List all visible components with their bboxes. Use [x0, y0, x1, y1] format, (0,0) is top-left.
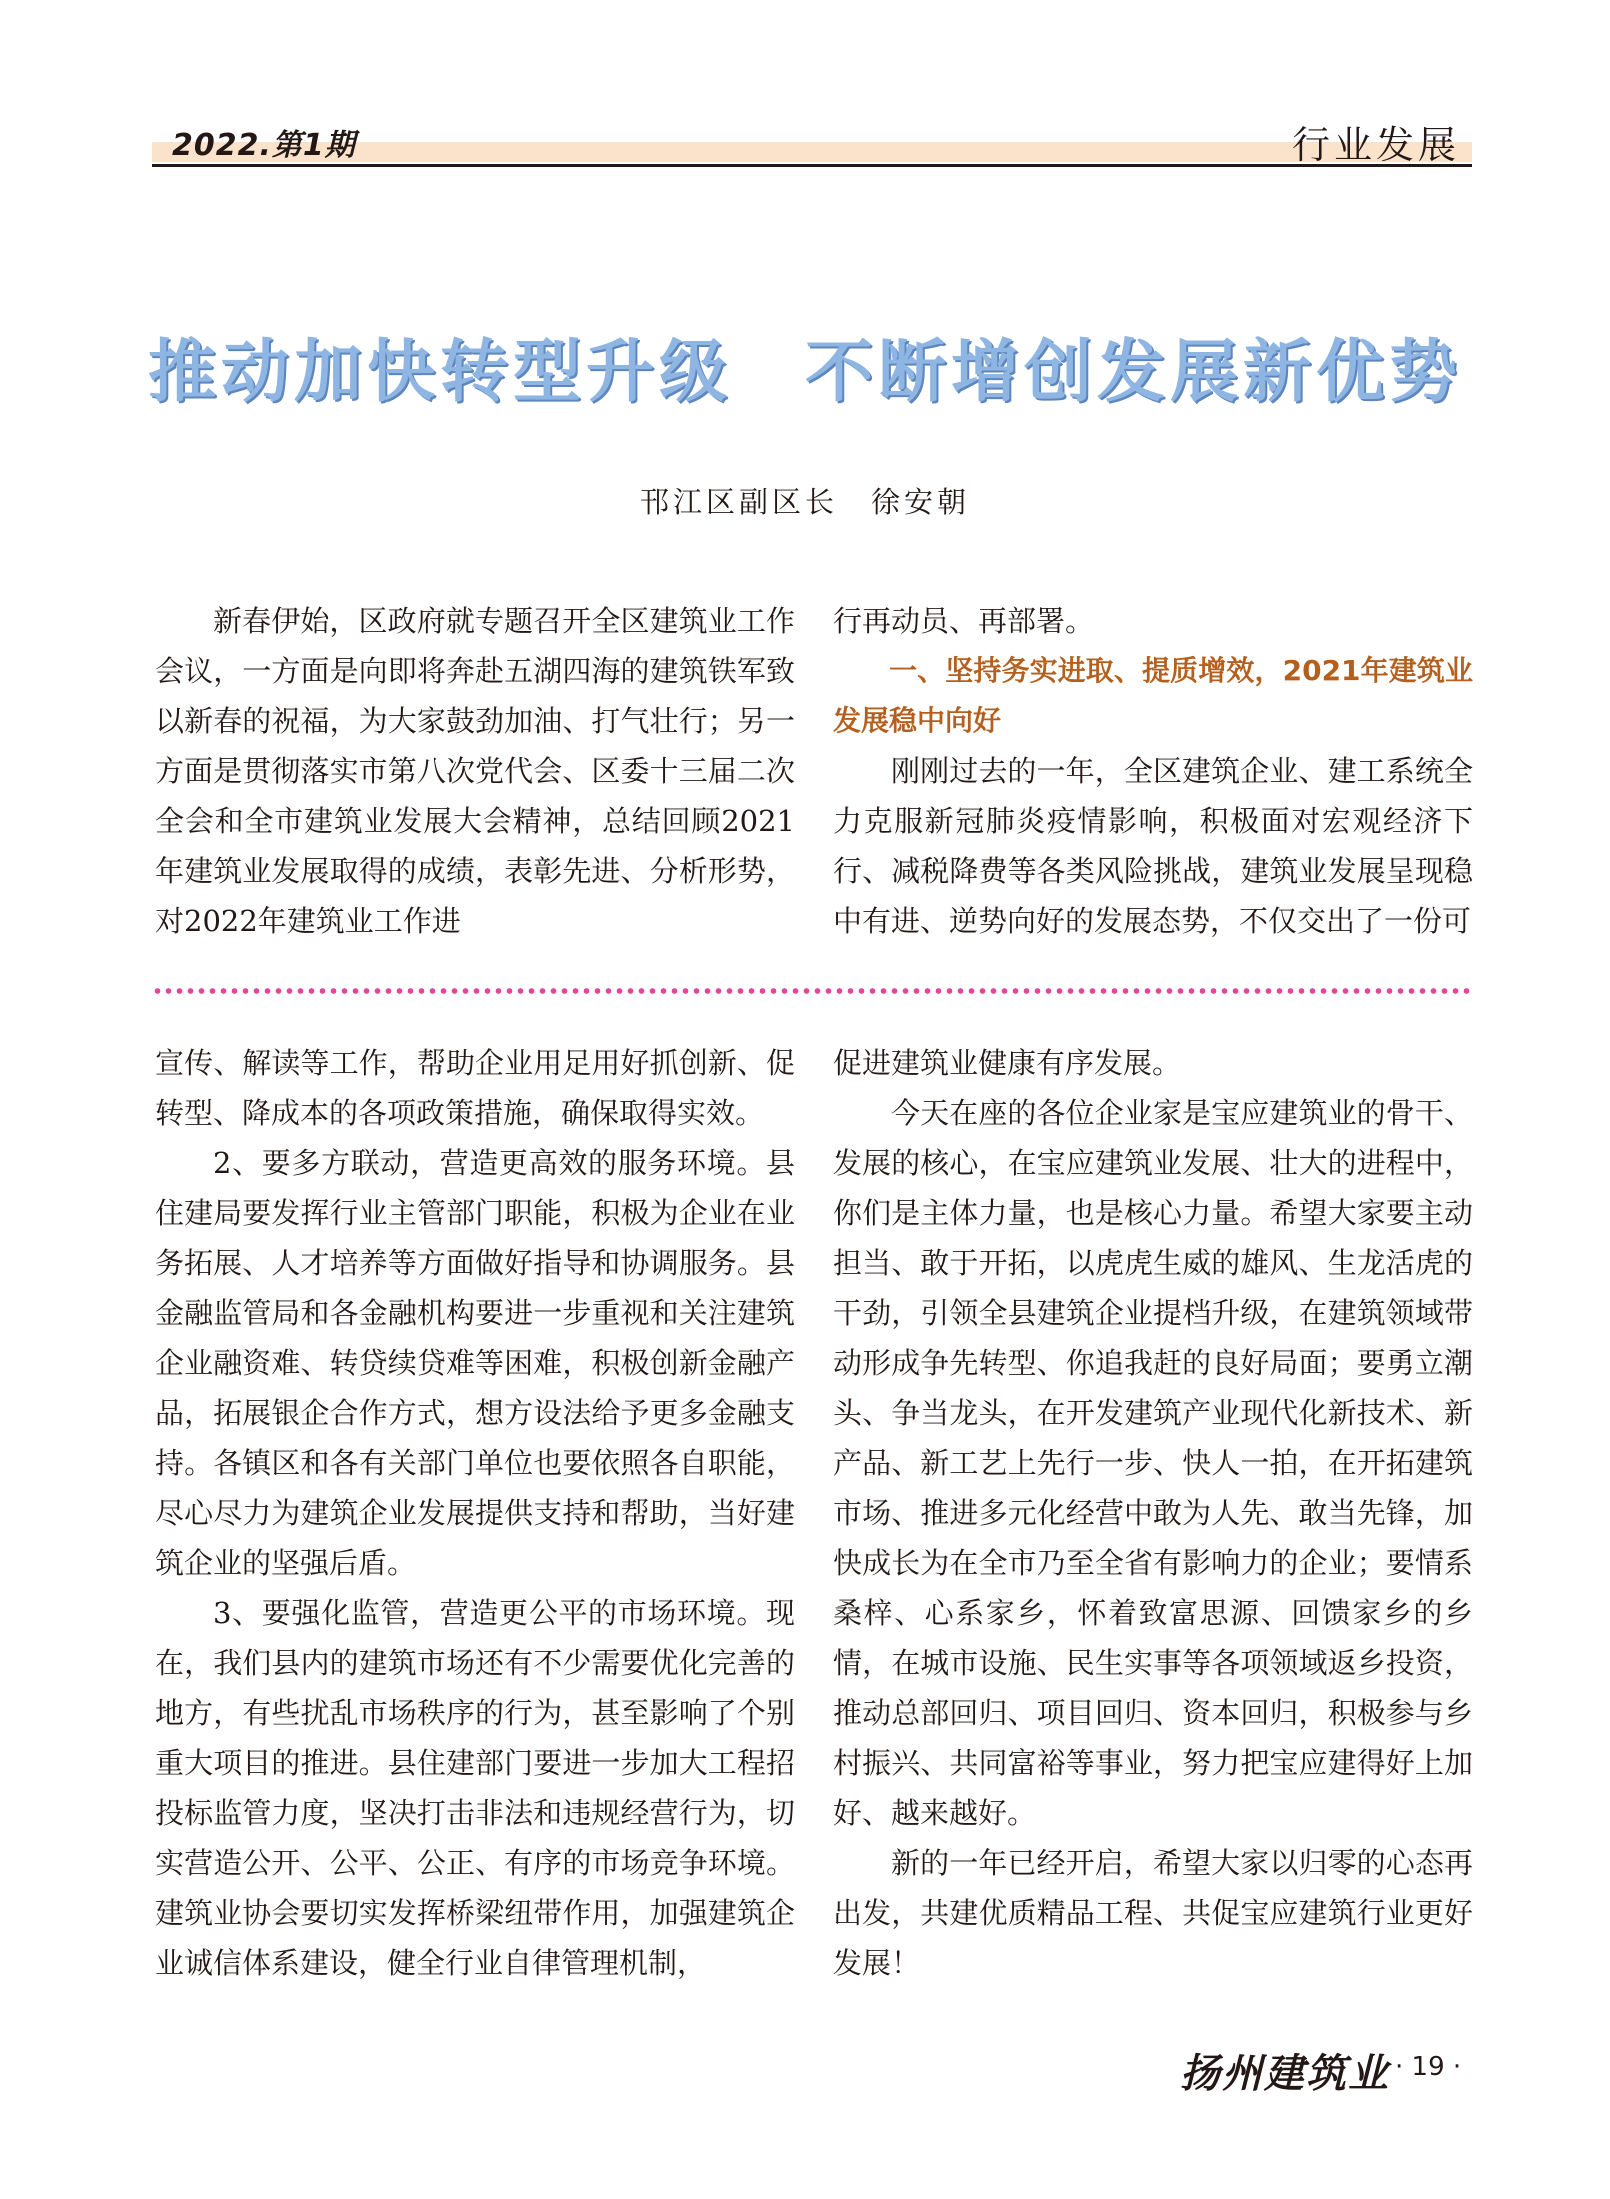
- paragraph-continuation: 行再动员、再部署。: [833, 604, 1095, 638]
- article-byline: 邗江区副区长 徐安朝: [639, 485, 970, 519]
- column-top-right: [833, 596, 1473, 946]
- paragraph: 刚刚过去的一年，全区建筑企业、建工系统全力克服新冠肺炎疫情影响，积极面对宏观经济下行、减税降费等各类风险挑战，建筑业发展呈现稳中有进、逆势向好的发展态势，不仅交出了一份可: [833, 754, 1473, 938]
- section-heading: 一、坚持务实进取、提质增效，2021年建筑业发展稳中向好: [833, 654, 1473, 737]
- header-rule: [152, 164, 1472, 167]
- paragraph: 今天在座的各位企业家是宝应建筑业的骨干、发展的核心，在宝应建筑业发展、壮大的进程中，你们是主体力量，也是核心力量。希望大家要主动担当、敢于开拓，以虎虎生威的雄风、生龙活虎的干劲，引领全县建筑企业提档升级，在建筑领域带动形成争先转型、你追我赶的良好局面；要勇立潮头、争当龙头，在开发建筑产业现代化新技术、新产品、新工艺上先行一步、快人一拍，在开拓建筑市场、推进多元化经营中敢为人先、敢当先锋，加快成长为在全市乃至全省有影响力的企业；要情系桑梓、心系家乡，怀着致富思源、回馈家乡的乡情，在城市设施、民生实事等各项领域返乡投资，推动总部回归、项目回归、资本回归，积极参与乡村振兴、共同富裕等事业，努力把宝应建得好上加好、越来越好。: [833, 1096, 1473, 1830]
- column-bottom-left: [155, 1038, 795, 1988]
- paragraph: 3、要强化监管，营造更公平的市场环境。现在，我们县内的建筑市场还有不少需要优化完善的地方，有些扰乱市场秩序的行为，甚至影响了个别重大项目的推进。县住建部门要进一步加大工程招投标监管力度，坚决打击非法和违规经营行为，切实营造公开、公平、公正、有序的市场竞争环境。建筑业协会要切实发挥桥梁纽带作用，加强建筑企业诚信体系建设，健全行业自律管理机制，: [155, 1596, 795, 1980]
- dotted-separator: [152, 987, 1472, 995]
- paragraph: 2、要多方联动，营造更高效的服务环境。县住建局要发挥行业主管部门职能，积极为企业在业务拓展、人才培养等方面做好指导和协调服务。县金融监管局和各金融机构要进一步重视和关注建筑企业融资难、转贷续贷难等困难，积极创新金融产品，拓展银企合作方式，想方设法给予更多金融支持。各镇区和各有关部门单位也要依照各自职能，尽心尽力为建筑企业发展提供支持和帮助，当好建筑企业的坚强后盾。: [155, 1146, 795, 1580]
- issue-label: 2022.第1期: [172, 128, 356, 163]
- article-title: 推动加快转型升级 不断增创发展新优势: [147, 333, 1462, 412]
- column-top-left: [155, 596, 795, 946]
- page-number: · 19 ·: [1395, 2052, 1462, 2082]
- paragraph-continuation: 促进建筑业健康有序发展。: [833, 1046, 1182, 1080]
- paragraph: 新春伊始，区政府就专题召开全区建筑业工作会议，一方面是向即将奔赴五湖四海的建筑铁军致以新春的祝福，为大家鼓劲加油、打气壮行；另一方面是贯彻落实市第八次党代会、区委十三届二次全会和全市建筑业发展大会精神，总结回顾2021年建筑业发展取得的成绩，表彰先进、分析形势，对2022年建筑业工作进: [155, 604, 795, 938]
- section-label: 行业发展: [1291, 123, 1460, 167]
- paragraph: 新的一年已经开启，希望大家以归零的心态再出发，共建优质精品工程、共促宝应建筑行业更好发展！: [833, 1846, 1473, 1980]
- magazine-logo: 扬州建筑业: [1180, 2050, 1390, 2097]
- paragraph-continuation: 宣传、解读等工作，帮助企业用足用好抓创新、促转型、降成本的各项政策措施，确保取得实效。: [155, 1046, 795, 1130]
- column-bottom-right: [833, 1038, 1473, 1988]
